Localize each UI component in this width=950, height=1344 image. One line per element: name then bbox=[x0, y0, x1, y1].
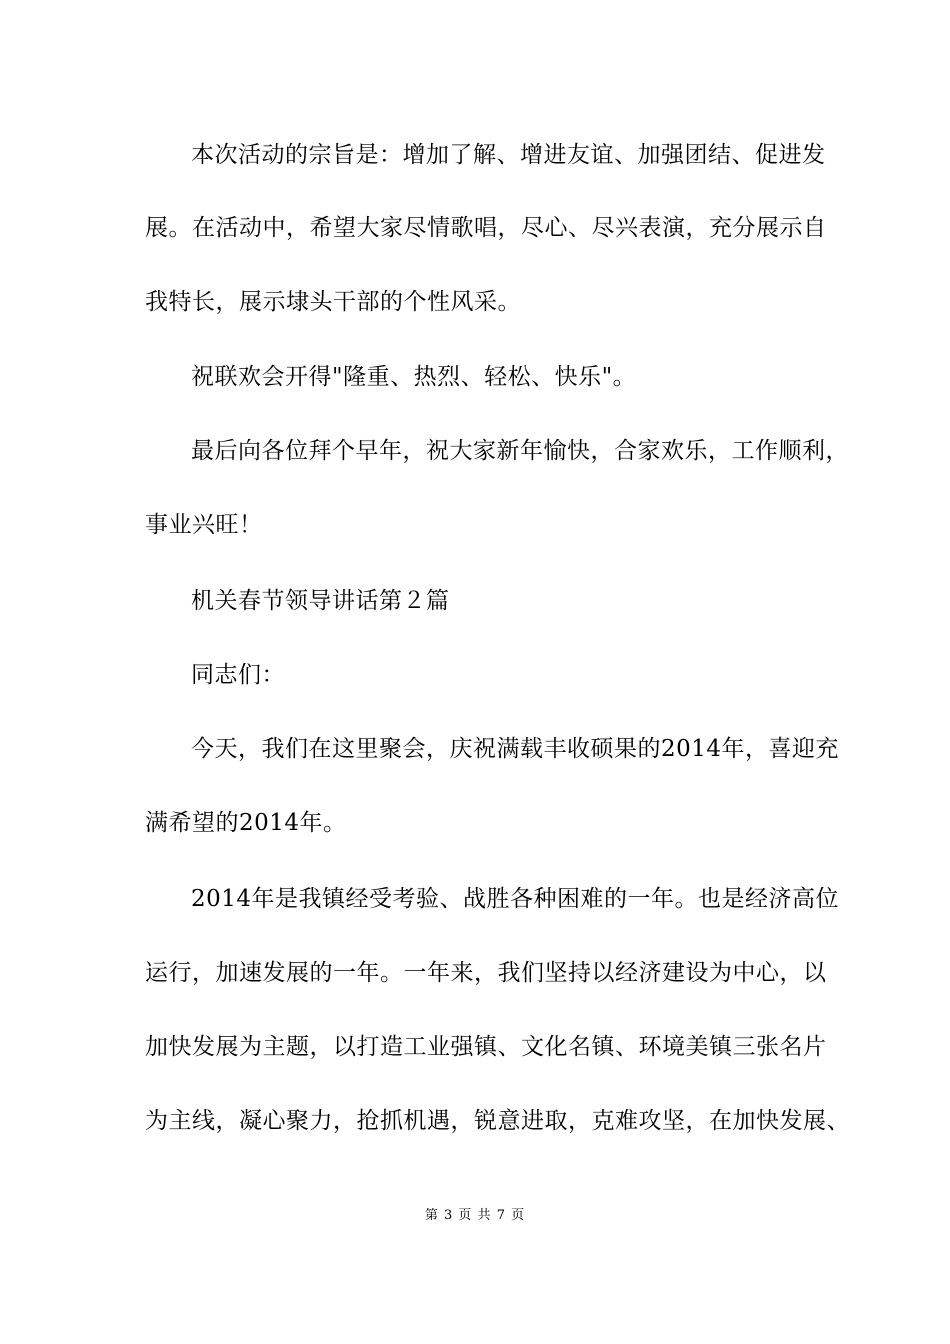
paragraph-line: 加快发展为主题，以打造工业强镇、文化名镇、环境美镇三张名片 bbox=[145, 1034, 827, 1060]
paragraph-line: 今天，我们在这里聚会，庆祝满载丰收硕果的2014年，喜迎充 bbox=[191, 736, 840, 762]
page-number: 第 3 页 共 7 页 bbox=[424, 1208, 526, 1223]
paragraph-line: 事业兴旺！ bbox=[145, 512, 263, 538]
paragraph-line: 最后向各位拜个早年，祝大家新年愉快，合家欢乐，工作顺利， bbox=[191, 438, 849, 464]
salutation: 同志们： bbox=[191, 662, 285, 688]
paragraph-line: 祝联欢会开得"隆重、热烈、轻松、快乐"。 bbox=[191, 364, 637, 390]
paragraph-line: 展。在活动中，希望大家尽情歌唱，尽心、尽兴表演，充分展示自 bbox=[145, 215, 827, 241]
paragraph-line: 满希望的2014年。 bbox=[145, 810, 347, 836]
paragraph-line: 运行，加速发展的一年。一年来，我们坚持以经济建设为中心，以 bbox=[145, 960, 827, 986]
paragraph-line: 本次活动的宗旨是：增加了解、增进友谊、加强团结、促进发 bbox=[191, 142, 826, 168]
paragraph-line: 2014年是我镇经受考验、战胜各种困难的一年。也是经济高位 bbox=[191, 886, 840, 912]
section-heading: 机关春节领导讲话第２篇 bbox=[191, 588, 450, 614]
paragraph-line: 我特长，展示埭头干部的个性风采。 bbox=[145, 289, 521, 315]
paragraph-line: 为主线，凝心聚力，抢抓机遇，锐意进取，克难攻坚，在加快发展、 bbox=[145, 1108, 850, 1134]
